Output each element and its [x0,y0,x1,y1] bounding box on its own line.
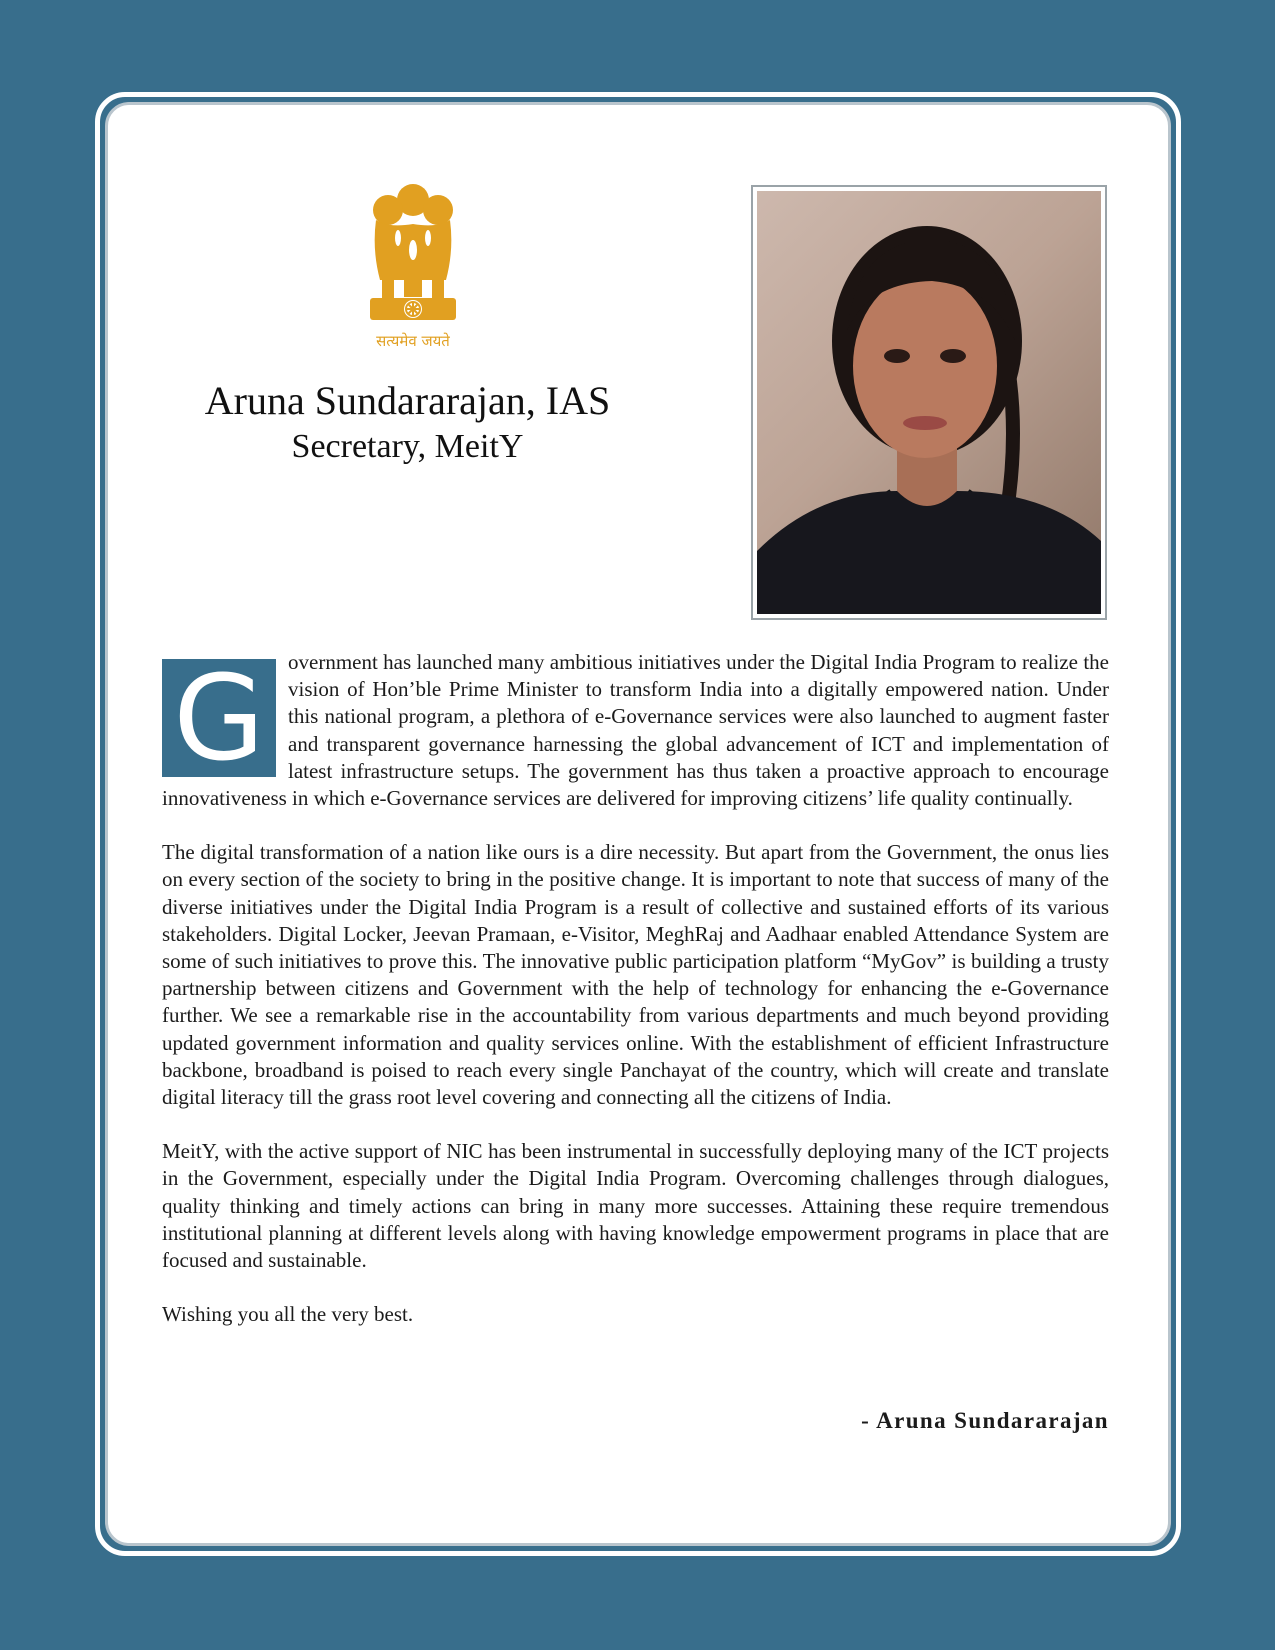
message-paragraph-1 [162,649,1109,812]
closing-line: Wishing you all the very best. [162,1302,414,1327]
person-name: Aruna Sundararajan, IAS [204,378,611,423]
message-paragraph-3: MeitY, with the active support of NIC has been instrumental in successfully deploying many of the ICT projects in the Government, especially under the Digital India Program. Overcoming challenges through dialogues, quality thinking and timely actions can bring in many more successes. Attaining these require tremendous institutional planning at different levels along with having knowledge empowerment programs in place that are focused and sustainable. [162,1139,1109,1273]
emblem-motto: सत्यमेव जयते [376,332,450,350]
paragraph-1-text: overnment has launched many ambitious initiatives under the Digital India Program to realize the vision of Hon’ble Prime Minister to transform India into a digitally empowered nation. Under this national program, a plethora of e-Governance services were also launched to augment faster and transparent governance harnessing the global advancement of ICT and implementation of latest infrastructure setups. The government has thus taken a proactive approach to encourage innovativeness in which e-Governance services are delivered for improving citizens’ life quality continually. [162,650,1109,811]
message-paragraph-2: The digital transformation of a nation like ours is a dire necessity. But apart from the Government, the onus lies on every section of the society to bring in the positive change. It is important to note that success of many of the diverse initiatives under the Digital India Program is a result of collective and sustained efforts of its various stakeholders. Digital Locker, Jeevan Pramaan, e-Visitor, MeghRaj and Aadhaar enabled Attendance System are some of such initiatives to prove this. The innovative public participation platform “MyGov” is building a trusty partnership between citizens and Government with the help of technology for enhancing the e-Governance further. We see a remarkable rise in the accountability from various departments and much beyond providing updated government information and quality services online. With the establishment of efficient Infrastructure backbone, broadband is poised to reach every single Panchayat of the country, which will create and translate digital literacy till the grass root level covering and connecting all the citizens of India. [162,840,1109,1110]
portrait-photo-frame [751,185,1107,620]
portrait-photo [757,191,1101,614]
national-emblem-logo [358,180,468,355]
message-body [162,649,1109,1355]
signature: - Aruna Sundararajan [861,1408,1109,1433]
name-block [165,376,650,468]
drop-cap: G [162,659,276,777]
designation: Secretary, MeitY [291,428,524,465]
